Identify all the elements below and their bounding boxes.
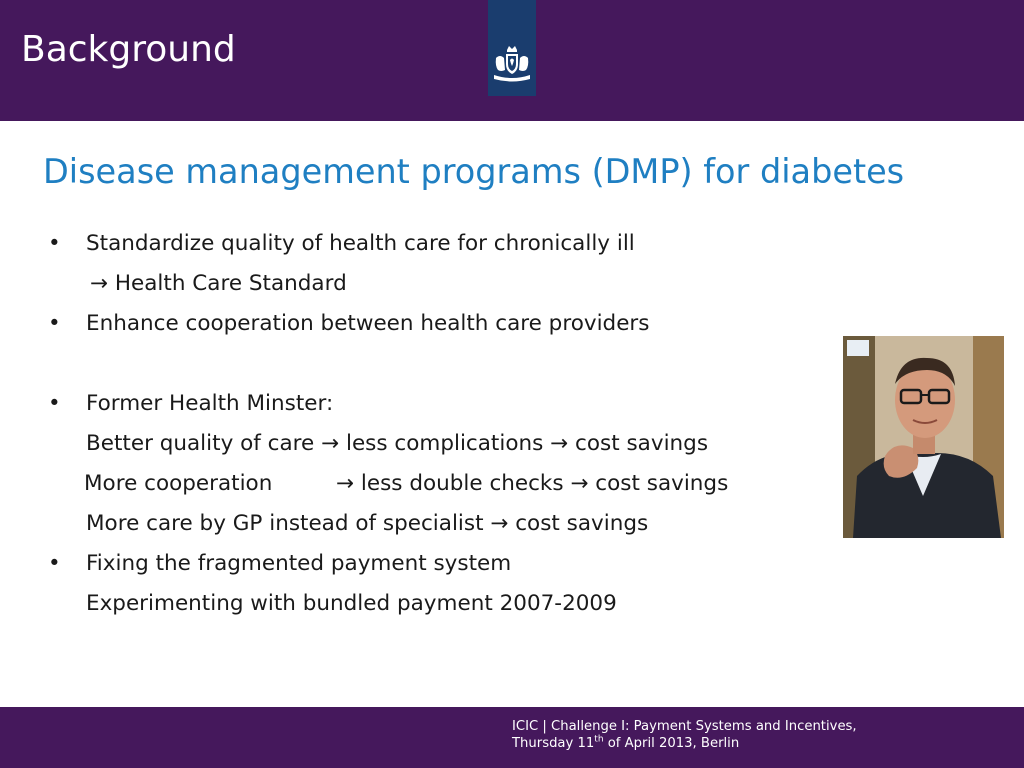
- footer-event-title: ICIC | Challenge I: Payment Systems and Incentives,: [512, 719, 857, 734]
- chain-text: cost savings: [595, 471, 729, 496]
- footer-date: [512, 735, 739, 753]
- footer-date-day: Thursday 11: [512, 736, 595, 751]
- coat-of-arms-icon: [490, 44, 534, 84]
- portrait-photo: [843, 336, 1004, 538]
- list-item-text: Health Care Standard: [114, 271, 347, 296]
- header-bar: [0, 0, 1024, 121]
- list-item-chain: [84, 469, 728, 499]
- chain-text: less double checks: [360, 471, 564, 496]
- bullet-dot: •: [48, 551, 61, 576]
- right-arrow-icon: →: [570, 471, 589, 496]
- bullet-dot: •: [48, 311, 61, 336]
- chain-text: less complications: [345, 431, 544, 456]
- list-item: Fixing the fragmented payment system: [86, 551, 512, 576]
- chain-text: More cooperation: [84, 471, 273, 496]
- chain-text: Better quality of care: [86, 431, 315, 456]
- list-item: Former Health Minster:: [86, 391, 334, 416]
- chain-text: cost savings: [515, 511, 649, 536]
- section-title: Background: [21, 29, 236, 70]
- portrait-illustration: [843, 336, 1004, 538]
- list-item: Experimenting with bundled payment 2007-2009: [86, 591, 617, 616]
- list-item-chain: [86, 509, 648, 539]
- government-logo: [488, 0, 536, 96]
- bullet-dot: •: [48, 391, 61, 416]
- right-arrow-icon: →: [336, 471, 355, 496]
- footer-date-suffix: th: [594, 734, 604, 745]
- right-arrow-icon: →: [550, 431, 569, 456]
- chain-text: More care by GP instead of specialist: [86, 511, 484, 536]
- slide-heading: Disease management programs (DMP) for diabetes: [43, 152, 905, 191]
- footer-date-rest: of April 2013, Berlin: [603, 736, 740, 751]
- right-arrow-icon: →: [90, 271, 109, 296]
- right-arrow-icon: →: [321, 431, 340, 456]
- chain-text: cost savings: [575, 431, 709, 456]
- list-item: Enhance cooperation between health care providers: [86, 311, 650, 336]
- right-arrow-icon: →: [490, 511, 509, 536]
- list-item-chain: [86, 429, 708, 459]
- bullet-dot: •: [48, 231, 61, 256]
- list-item: Standardize quality of health care for chronically ill: [86, 231, 635, 256]
- list-item-arrow-line: [90, 269, 347, 299]
- footer-bar: [0, 707, 1024, 768]
